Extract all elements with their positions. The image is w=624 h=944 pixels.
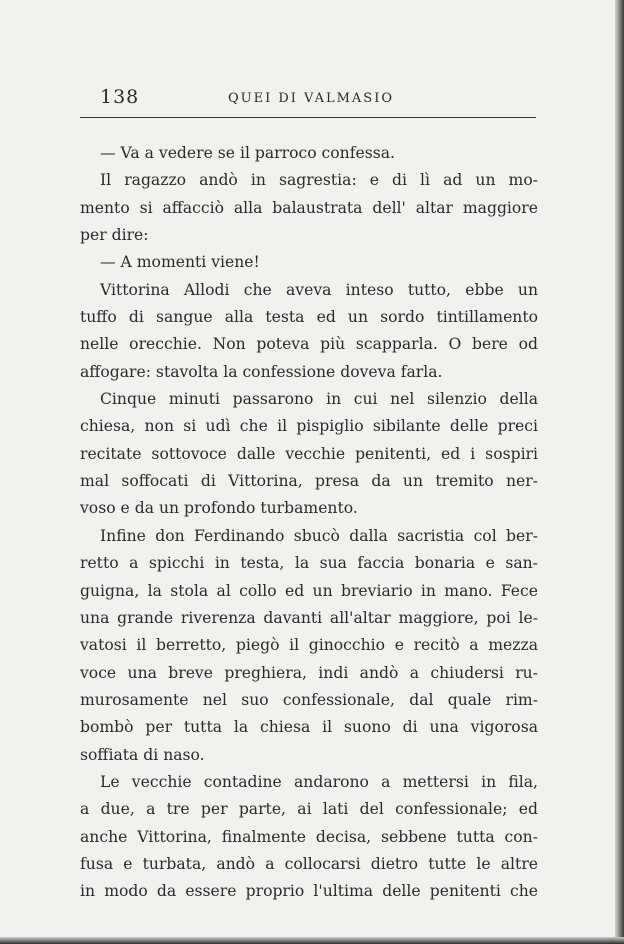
text-line: Il ragazzo andò in sagrestia: e di lì ad un mo-	[100, 171, 538, 190]
text-line: Le vecchie contadine andarono a mettersi in fila,	[100, 772, 538, 791]
text-line: tuffo di sangue alla testa ed un sordo tintillamento	[80, 308, 538, 327]
text-line: anche Vittorina, finalmente decisa, sebbene tutta con-	[80, 827, 538, 846]
text-line: mento si affacciò alla balaustrata dell' altar maggiore	[80, 198, 538, 217]
text-line: per dire:	[80, 226, 149, 245]
text-line: bombò per tutta la chiesa il suono di una vigorosa	[80, 718, 538, 737]
text-line: — Va a vedere se il parroco confessa.	[100, 144, 395, 162]
text-line: mal soffocati di Vittorina, presa da un tremito ner-	[80, 472, 538, 491]
text-line: soffiata di naso.	[80, 745, 205, 764]
text-line: — A momenti viene!	[100, 253, 260, 272]
text-line: vatosi il berretto, piegò il ginocchio e recitò a mezza	[80, 636, 538, 655]
body-text	[80, 140, 538, 906]
text-line: voce una breve preghiera, indi andò a chiudersi ru-	[80, 663, 538, 682]
text-line: Vittorina Allodi che aveva inteso tutto, ebbe un	[100, 280, 538, 299]
page-number: 138	[100, 86, 140, 108]
text-line: Infine don Ferdinando sbucò dalla sacristia col ber-	[100, 526, 538, 545]
text-line: murosamente nel suo confessionale, dal quale rim-	[80, 690, 538, 709]
running-title: QUEI DI VALMASIO	[228, 91, 394, 106]
header-rule	[80, 117, 536, 118]
text-line: fusa e turbata, andò a collocarsi dietro tutte le altre	[80, 854, 538, 873]
text-line: retto a spicchi in testa, la sua faccia bonaria e san-	[80, 554, 538, 573]
text-line: in modo da essere proprio l'ultima delle penitenti che	[80, 882, 538, 901]
text-line: Cinque minuti passarono in cui nel silenzio della	[100, 390, 538, 409]
text-line: chiesa, non si udì che il pispiglio sibilante delle preci	[80, 417, 538, 436]
text-line: voso e da un profondo turbamento.	[80, 499, 358, 518]
page-edge-shadow-right	[615, 0, 624, 944]
page-edge-shadow-bottom	[0, 937, 624, 944]
page-header	[80, 86, 538, 116]
text-line: una grande riverenza davanti all'altar maggiore, poi le-	[80, 608, 538, 627]
text-line: a due, a tre per parte, ai lati del confessionale; ed	[80, 800, 538, 819]
text-line: recitate sottovoce dalle vecchie penitenti, ed i sospiri	[80, 444, 538, 463]
text-line: affogare: stavolta la confessione doveva farla.	[80, 362, 443, 381]
text-line: guigna, la stola al collo ed un breviario in mano. Fece	[80, 581, 538, 600]
text-line: nelle orecchie. Non poteva più scapparla. O bere od	[80, 335, 538, 354]
